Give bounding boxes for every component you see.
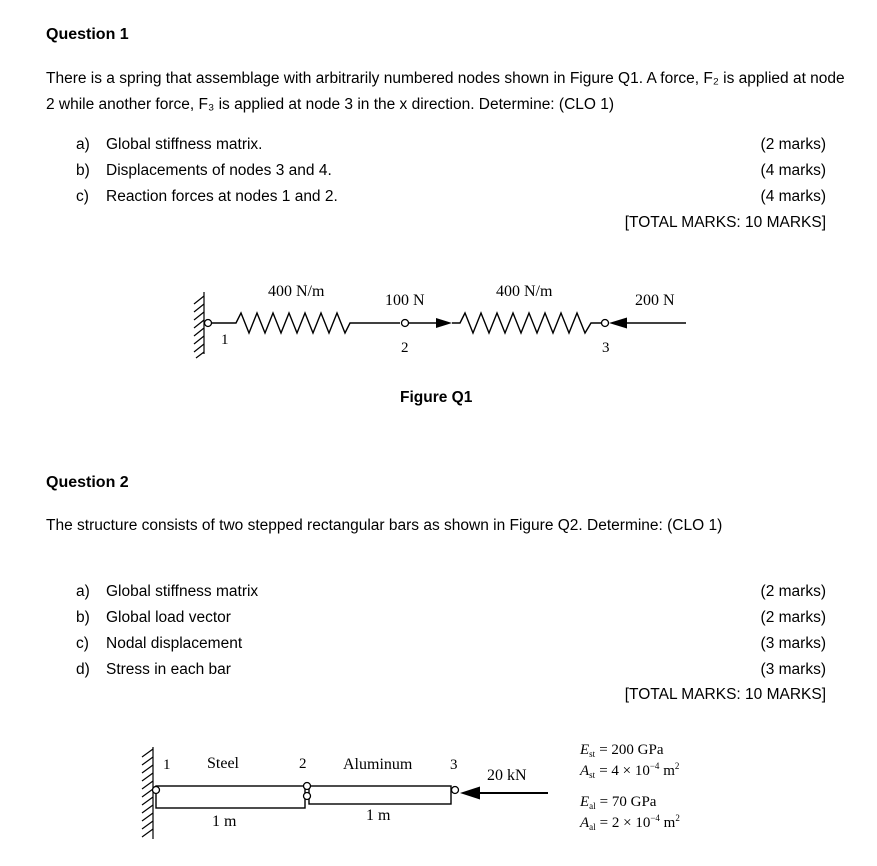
q2-item-c-text: Nodal displacement	[106, 635, 243, 652]
question-1-paragraph: There is a spring that assemblage with arbitrarily numbered nodes shown in Figure Q1. A force, F₂ is applied at node 2 while another force, F₃ is applied at node 3 in the x direction. Determine: (CLO 1)	[46, 70, 845, 113]
q1-force-3-arrow	[609, 318, 686, 329]
question-1-heading: Question 1	[46, 26, 129, 43]
q2-load-label: 20 kN	[487, 767, 527, 784]
q1-item-c-letter: c)	[76, 188, 89, 205]
q2-steel-bar	[156, 786, 305, 808]
q1-spring-1	[211, 313, 400, 333]
q1-item-b-letter: b)	[76, 162, 90, 179]
q2-steel-label: Steel	[207, 755, 239, 772]
q1-spring-1-label: 400 N/m	[268, 283, 325, 300]
figure-q2	[0, 735, 877, 866]
q2-item-b-letter: b)	[76, 609, 90, 626]
q2-item-a-letter: a)	[76, 583, 90, 600]
q1-node-3	[602, 320, 609, 327]
q1-node-2	[402, 320, 409, 327]
q1-total-marks: [TOTAL MARKS: 10 MARKS]	[624, 214, 826, 231]
q1-item-a-letter: a)	[76, 136, 90, 153]
q2-item-d-letter: d)	[76, 661, 90, 678]
q2-node-2-label: 2	[299, 756, 307, 772]
q2-item-c-letter: c)	[76, 635, 89, 652]
q2-total-marks: [TOTAL MARKS: 10 MARKS]	[624, 686, 826, 703]
q2-item-a-text: Global stiffness matrix	[106, 583, 259, 600]
q2-node-1-label: 1	[163, 757, 171, 773]
q1-item-a-marks: (2 marks)	[760, 136, 826, 153]
q1-wall-support	[194, 292, 204, 358]
q2-wall-support	[142, 747, 153, 839]
q1-item-a-text: Global stiffness matrix.	[106, 136, 263, 153]
figure-q1-caption: Figure Q1	[400, 389, 473, 406]
q1-node-1-pin	[205, 320, 212, 327]
q2-load-arrow	[460, 787, 548, 800]
q2-node-1-pin	[153, 787, 160, 794]
q1-item-c-text: Reaction forces at nodes 1 and 2.	[106, 188, 338, 205]
q2-item-c-marks: (3 marks)	[760, 635, 826, 652]
q2-length-1-label: 1 m	[212, 813, 237, 830]
q2-node-3-label: 3	[450, 757, 458, 773]
q2-item-a-marks: (2 marks)	[760, 583, 826, 600]
question-2-paragraph: The structure consists of two stepped rectangular bars as shown in Figure Q2. Determine: (CLO 1)	[46, 517, 723, 534]
q2-item-d-marks: (3 marks)	[760, 661, 826, 678]
figure-q1	[0, 270, 877, 380]
q2-node-2-pin-bottom	[304, 793, 311, 800]
q2-aluminum-bar	[309, 786, 451, 804]
q1-node-2-label: 2	[401, 340, 409, 356]
q2-material-properties	[579, 742, 680, 832]
q1-spring-2	[452, 313, 601, 333]
q2-node-3-pin	[452, 787, 459, 794]
q2-aluminum-label: Aluminum	[343, 756, 413, 773]
q1-item-b-text: Displacements of nodes 3 and 4.	[106, 162, 332, 179]
q2-item-b-text: Global load vector	[106, 609, 231, 626]
q1-force-3-label: 200 N	[635, 292, 675, 309]
prop-a-al: $A_{al} = 2 \times 10^{-4}$ $m^2$	[580, 813, 680, 832]
q1-node-1-label: 1	[221, 332, 229, 348]
q1-node-3-label: 3	[602, 340, 610, 356]
prop-e-al: $E_{al} = 70$ GPa	[580, 794, 657, 811]
q1-item-c-marks: (4 marks)	[760, 188, 826, 205]
q1-force-2-label: 100 N	[385, 292, 425, 309]
q2-length-2-label: 1 m	[366, 807, 391, 824]
q1-force-2-arrow	[409, 318, 452, 328]
question-2-heading: Question 2	[46, 474, 129, 491]
q2-item-b-marks: (2 marks)	[760, 609, 826, 626]
q2-node-2-pin-top	[304, 783, 311, 790]
q1-spring-2-label: 400 N/m	[496, 283, 553, 300]
prop-e-st: $E_{st} = 200$ GPa	[580, 742, 664, 759]
prop-a-st: $A_{st} = 4 \times 10^{-4}$ $m^2$	[580, 761, 680, 780]
q1-item-b-marks: (4 marks)	[760, 162, 826, 179]
q2-item-d-text: Stress in each bar	[106, 661, 231, 678]
